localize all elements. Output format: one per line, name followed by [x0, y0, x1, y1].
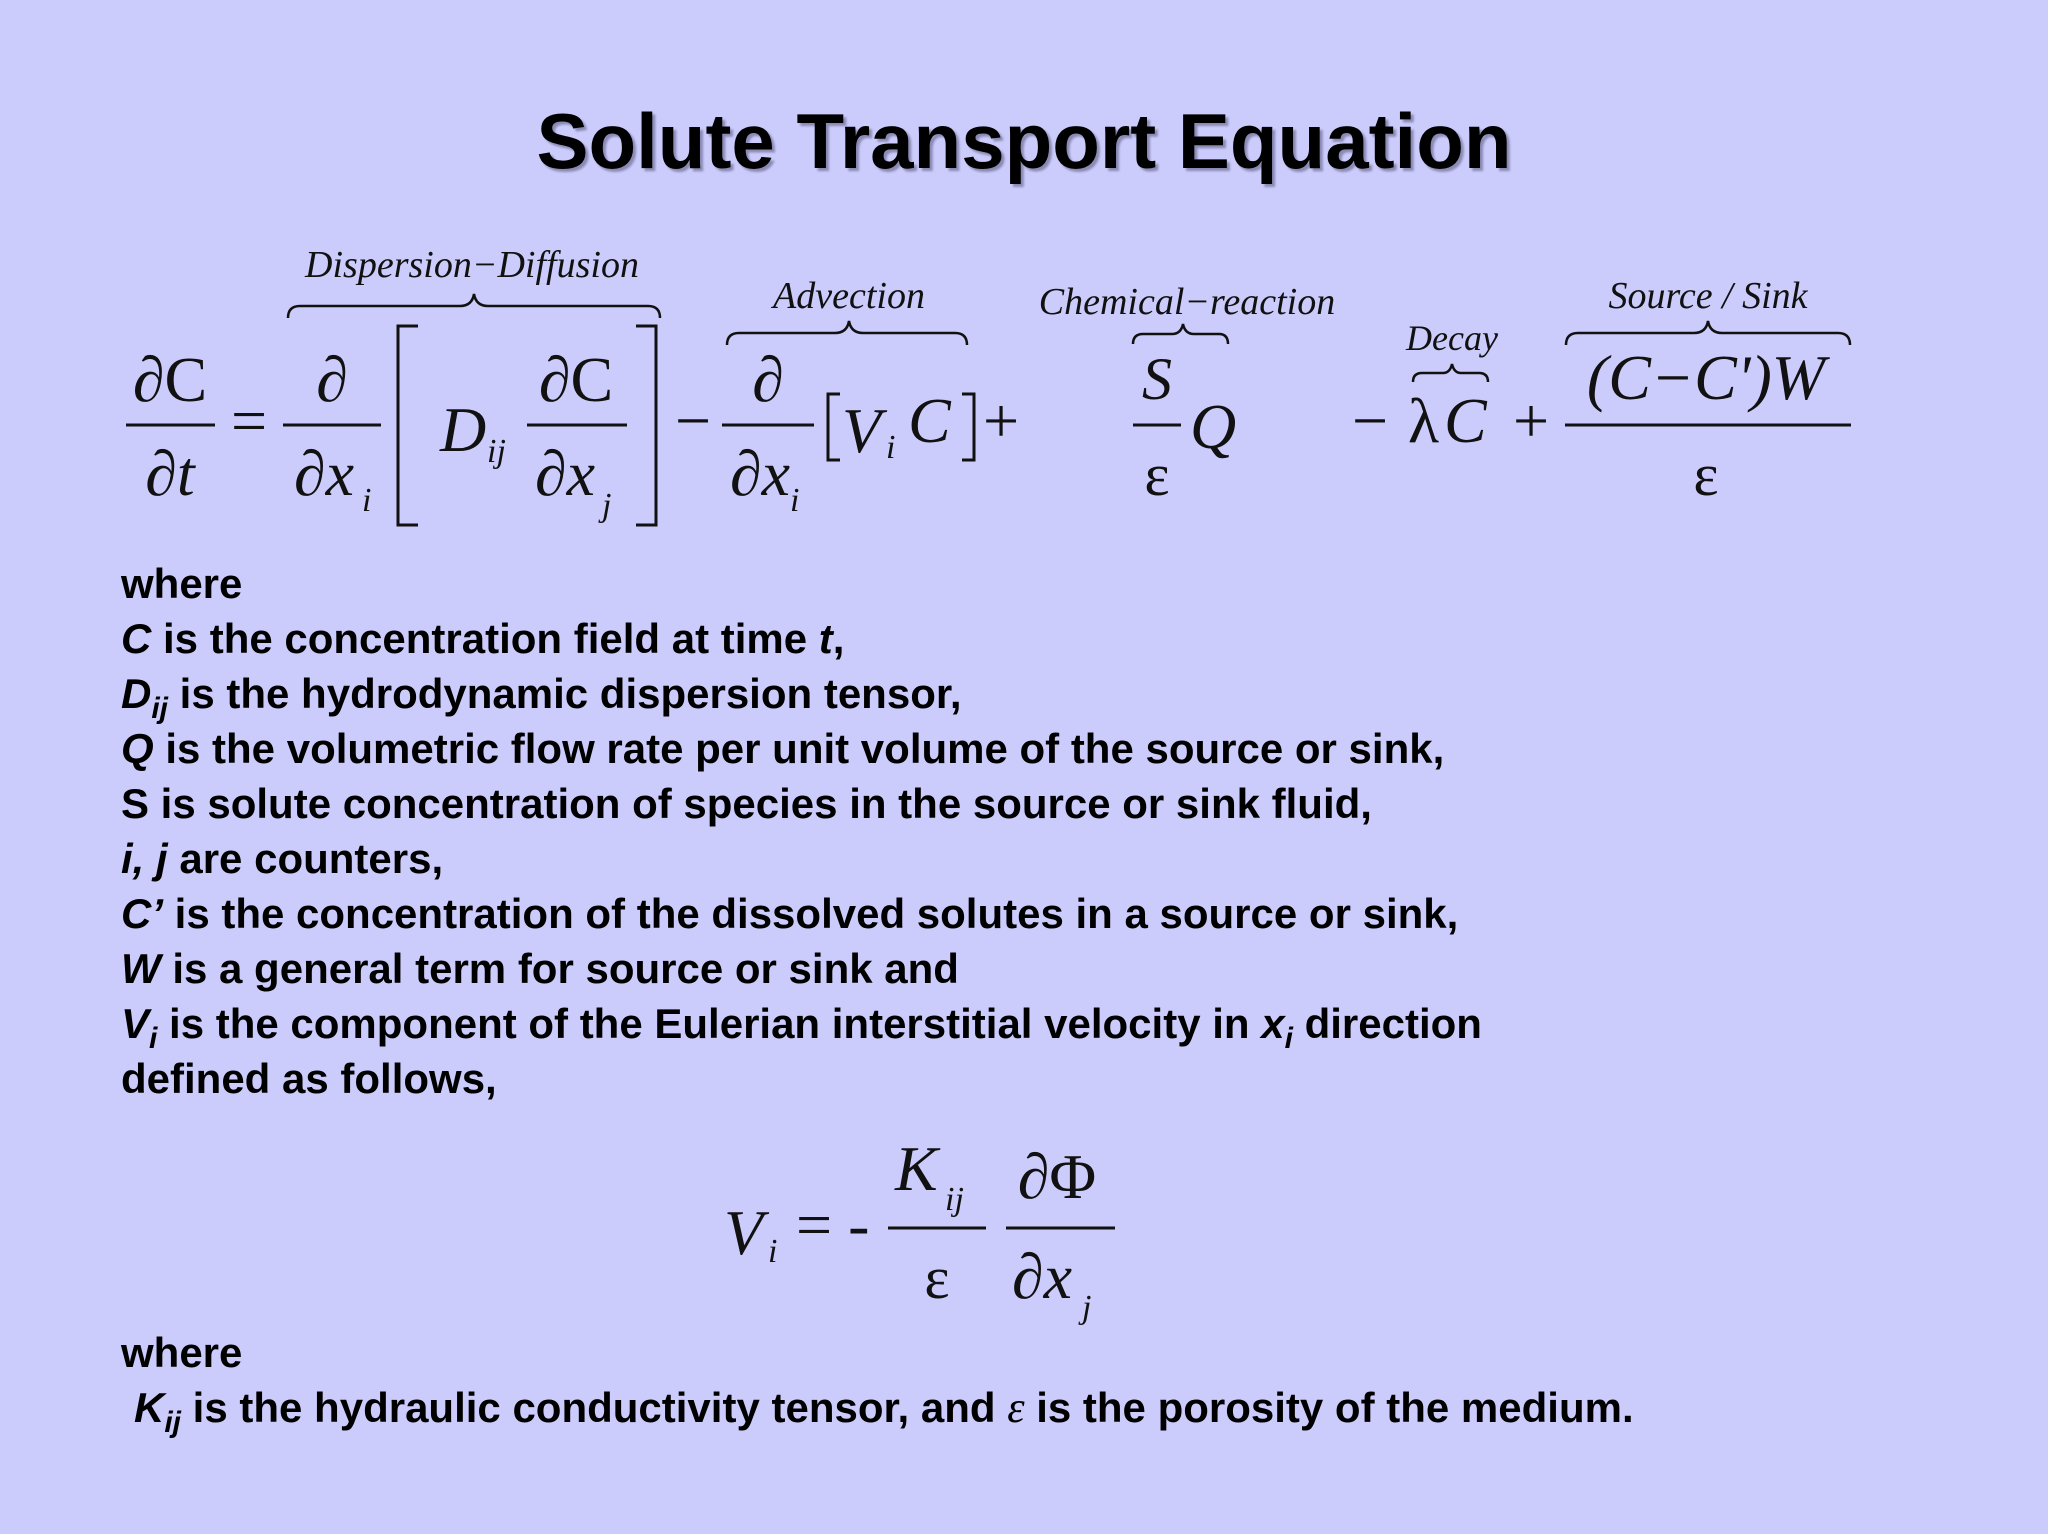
subscript-ij: ij: [945, 1181, 964, 1218]
right-bracket: [962, 394, 974, 460]
dx-i: ∂x: [729, 438, 791, 509]
def-symbol: W: [121, 945, 161, 992]
def-symbol: C’: [121, 890, 163, 937]
q-symbol: Q: [1190, 391, 1237, 462]
def-text: is the volumetric flow rate per unit volume of the source or sink,: [153, 725, 1445, 772]
brace-dispersion: [288, 294, 660, 318]
lhs-numerator: ∂C: [132, 344, 208, 415]
label-source-sink: Source / Sink: [1608, 275, 1808, 317]
partial-symbol: ∂: [316, 344, 348, 415]
def-symbol: x: [1261, 1000, 1285, 1047]
lhs-denominator: ∂t: [145, 438, 195, 509]
label-chemical-reaction: Chemical−reaction: [1038, 281, 1336, 323]
right-bracket: [636, 326, 656, 525]
def-velocity: [121, 996, 2001, 1055]
d-coefficient: D: [440, 394, 487, 465]
equals-sign: =: [230, 385, 268, 456]
def-text: is the hydrodynamic dispersion tensor,: [168, 670, 962, 717]
def-text: direction: [1292, 1000, 1482, 1047]
def-symbol: V: [121, 1000, 150, 1047]
def-conductivity: [121, 1380, 2001, 1439]
def-text: is a general term for source or sink and: [160, 945, 959, 992]
dx-j: ∂x: [534, 438, 596, 509]
minus-sign: −: [1351, 385, 1389, 456]
concentration-symbol: C: [908, 385, 951, 456]
def-symbol: t: [818, 615, 833, 662]
def-counters: [121, 831, 2001, 886]
porosity-symbol: ε: [1693, 442, 1719, 508]
subscript-i: i: [790, 482, 800, 519]
left-bracket: [398, 326, 418, 525]
brace-decay: [1413, 364, 1488, 382]
where-label: where: [121, 1329, 243, 1376]
left-bracket: [828, 394, 840, 460]
s-numerator: S: [1142, 346, 1172, 412]
def-subscript: i: [1284, 1022, 1293, 1055]
lambda-symbol: λ: [1408, 385, 1440, 456]
where-label: where: [121, 560, 243, 607]
slide-title: Solute Transport Equation: [536, 97, 1512, 185]
subscript-ij: ij: [487, 433, 506, 470]
def-dispersion: [121, 666, 2001, 725]
porosity-symbol: ε: [924, 1245, 950, 1311]
def-flow-rate: [121, 721, 2001, 776]
subscript-i: i: [768, 1233, 778, 1270]
velocity-symbol: V: [724, 1197, 764, 1268]
subscript-i: i: [362, 482, 372, 519]
subscript-j: j: [1082, 1289, 1092, 1326]
def-symbol: K: [134, 1384, 165, 1431]
def-text: is the component of the Eulerian interstitial velocity in: [157, 1000, 1262, 1047]
definitions-block: [121, 556, 2001, 1106]
def-concentration: [121, 611, 2001, 666]
def-solute: S is solute concentration of species in the source or sink fluid,: [121, 780, 1372, 827]
def-source-term: [121, 941, 2001, 996]
dc-numerator: ∂C: [538, 344, 614, 415]
dx-j: ∂x: [1011, 1241, 1073, 1312]
brace-reaction: [1133, 324, 1228, 344]
partial-symbol: ∂: [752, 344, 784, 415]
source-numerator: (C−C')W: [1586, 342, 1826, 413]
dphi-numerator: ∂Φ: [1017, 1141, 1097, 1212]
def-text: is the hydraulic conductivity tensor, and: [181, 1384, 1008, 1431]
def-symbol: i, j: [121, 835, 168, 882]
label-decay: Decay: [1406, 318, 1498, 358]
velocity-symbol: V: [842, 395, 882, 466]
subscript-i: i: [886, 429, 896, 466]
def-symbol: D: [121, 670, 152, 717]
porosity-symbol: ε: [1007, 1383, 1025, 1432]
subscript-j: j: [602, 487, 612, 524]
concentration-symbol: C: [1444, 385, 1487, 456]
def-dissolved-solutes: [121, 886, 2001, 941]
footer-block: [121, 1325, 2001, 1439]
k-numerator: K: [895, 1133, 938, 1204]
def-text: ,: [832, 615, 845, 662]
transport-equation: [0, 0, 2048, 560]
plus-sign: +: [982, 385, 1020, 456]
plus-sign: +: [1512, 385, 1550, 456]
label-advection: Advection: [773, 275, 925, 317]
def-symbol: Q: [121, 725, 154, 772]
dx-i: ∂x: [293, 438, 355, 509]
brace-advection: [727, 321, 967, 345]
def-subscript: ij: [164, 1406, 182, 1439]
def-subscript: i: [149, 1022, 158, 1055]
equals-minus: = -: [796, 1189, 870, 1260]
def-text: is the concentration of the dissolved solutes in a source or sink,: [163, 890, 1459, 937]
label-dispersion-diffusion: Dispersion−Diffusion: [305, 244, 639, 286]
def-subscript: ij: [151, 692, 169, 725]
def-symbol: C: [121, 615, 152, 662]
def-text: are counters,: [167, 835, 444, 882]
def-text: is the concentration field at time: [151, 615, 819, 662]
minus-sign: −: [674, 385, 712, 456]
def-text: is the porosity of the medium.: [1024, 1384, 1634, 1431]
def-velocity-continued: defined as follows,: [121, 1055, 497, 1102]
porosity-symbol: ε: [1144, 442, 1170, 508]
